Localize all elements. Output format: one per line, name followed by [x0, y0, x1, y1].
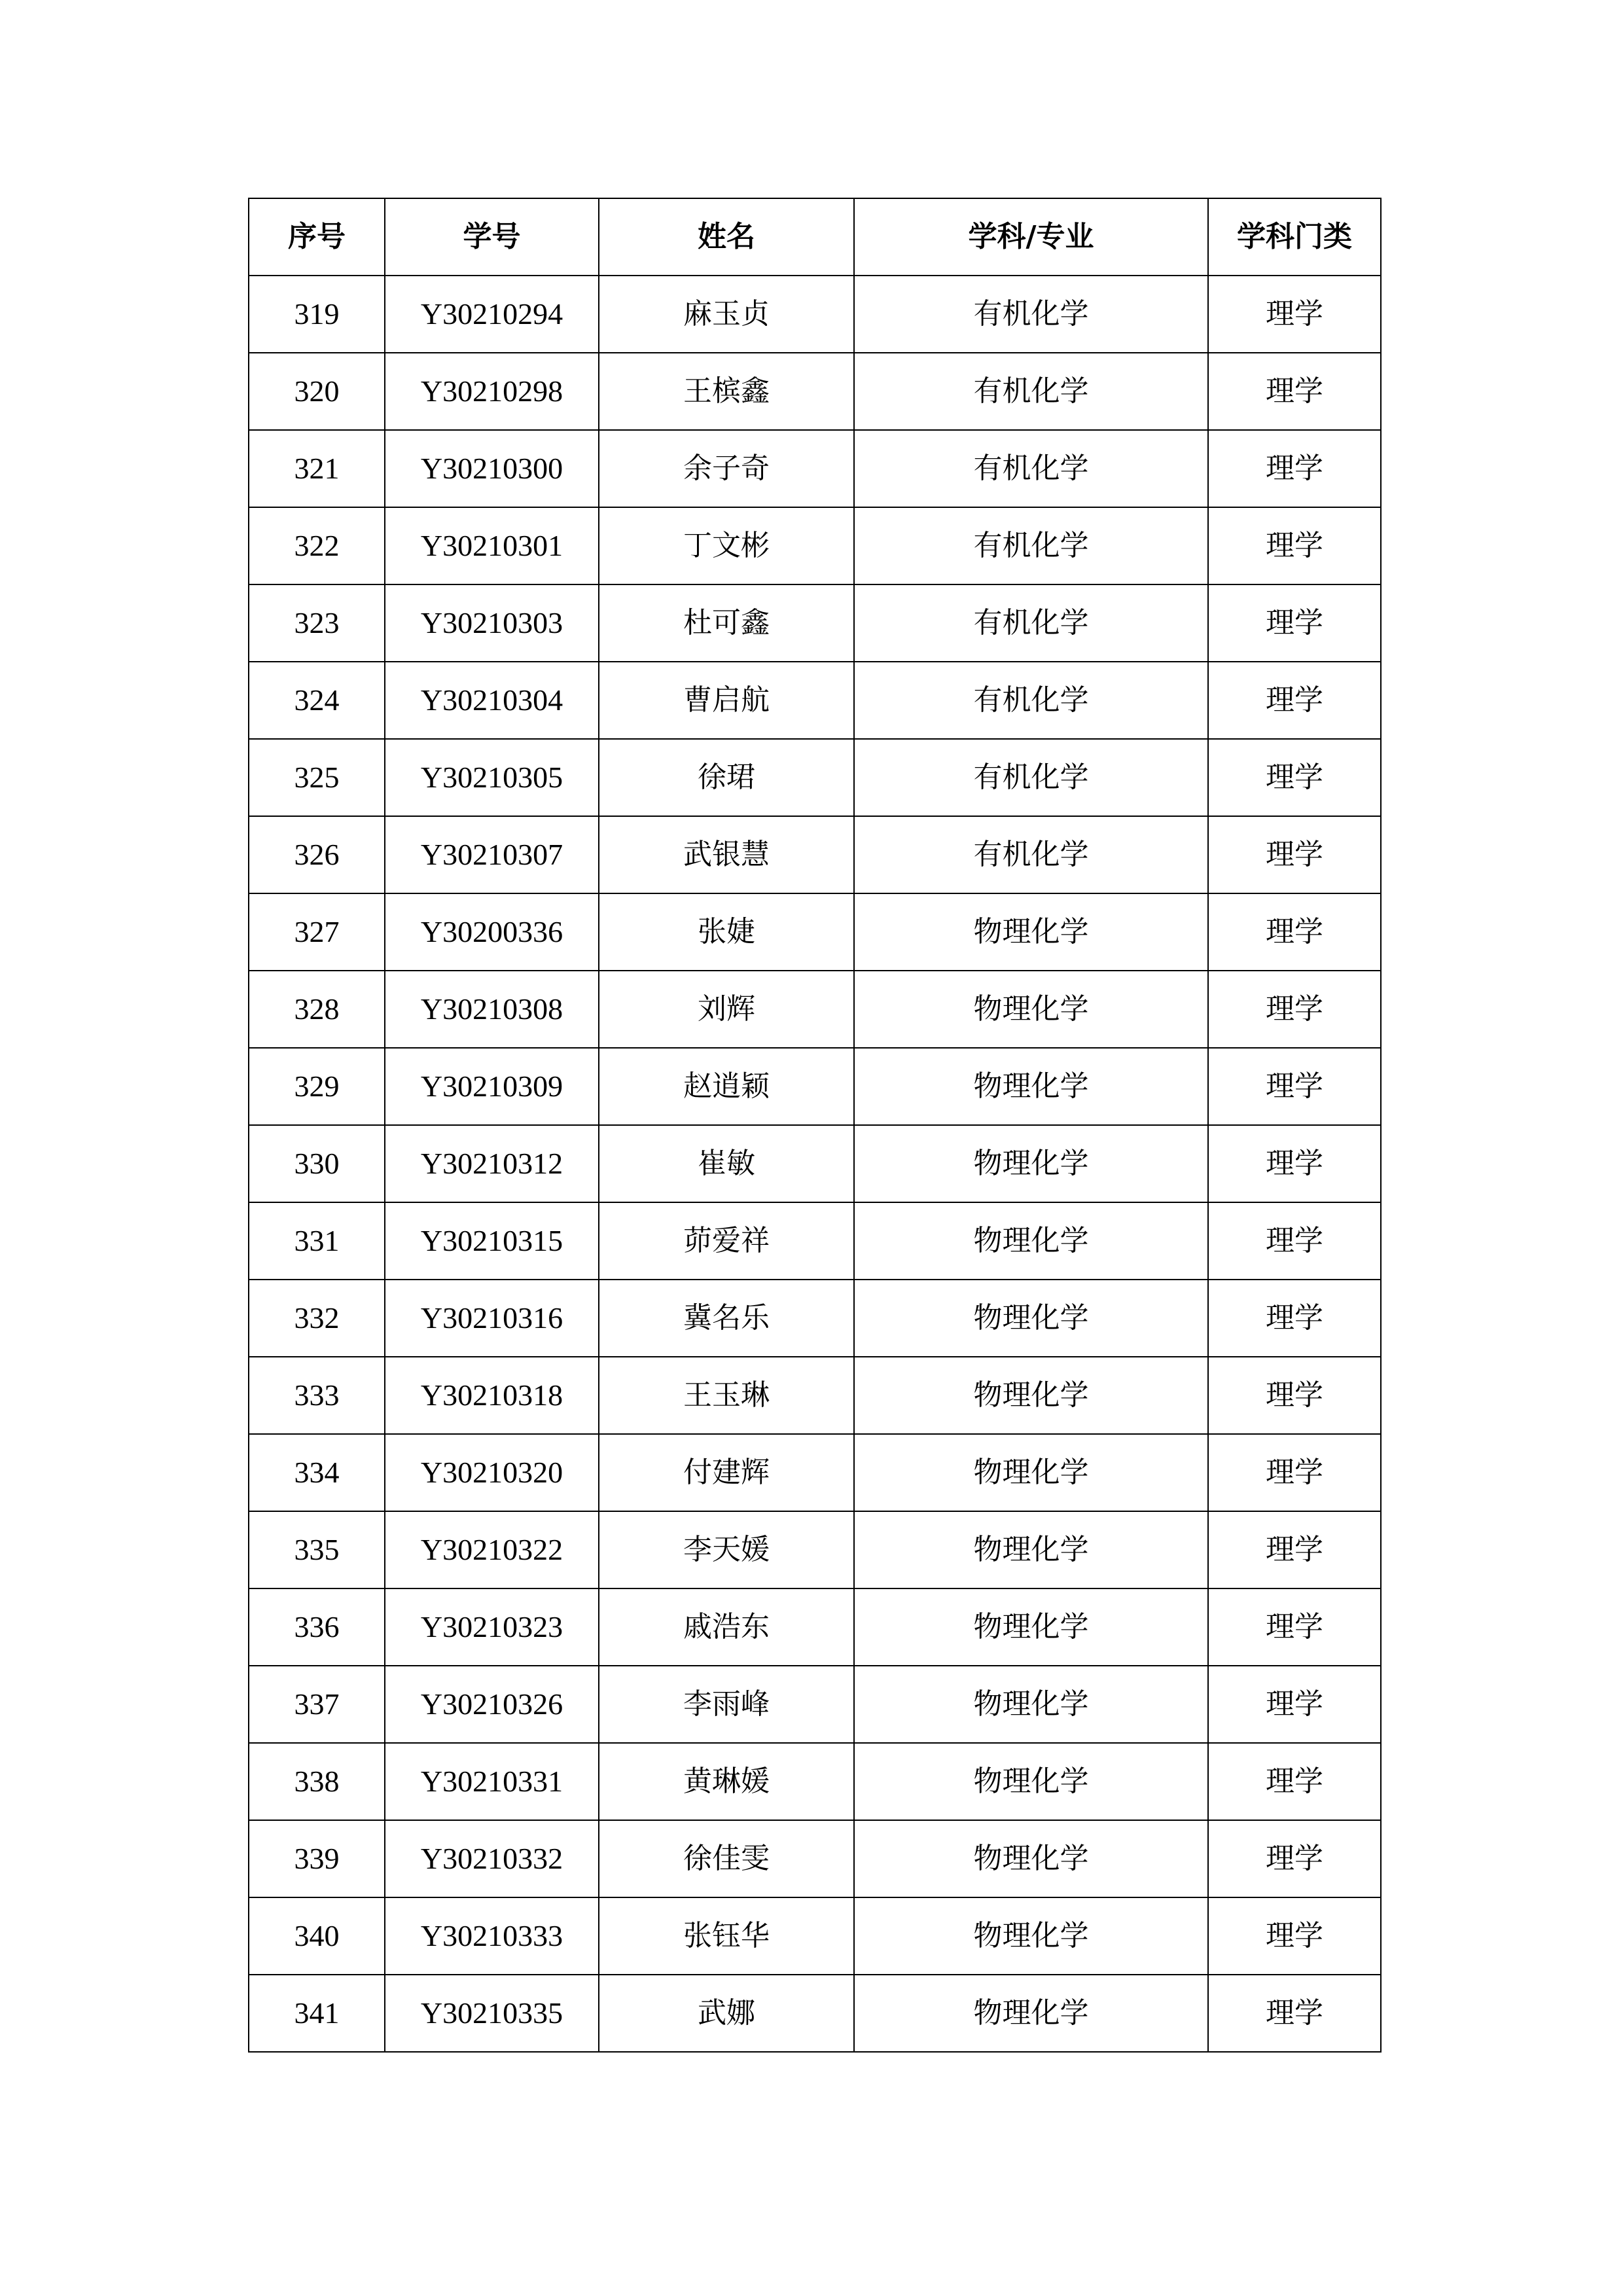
table-header [249, 198, 1381, 276]
cell-index: 332 [249, 1280, 385, 1357]
cell-name: 曹启航 [599, 662, 854, 739]
cell-name: 张钰华 [599, 1897, 854, 1975]
cell-student-id: Y30210315 [385, 1202, 599, 1280]
cell-name: 余子奇 [599, 430, 854, 507]
cell-index: 325 [249, 739, 385, 816]
table-row [249, 1202, 1381, 1280]
cell-name: 茆爱祥 [599, 1202, 854, 1280]
cell-name: 李雨峰 [599, 1666, 854, 1743]
cell-index: 323 [249, 584, 385, 662]
cell-category: 理学 [1208, 739, 1381, 816]
cell-major: 物理化学 [854, 1357, 1208, 1434]
cell-name: 付建辉 [599, 1434, 854, 1511]
table-row [249, 893, 1381, 971]
cell-student-id: Y30210326 [385, 1666, 599, 1743]
cell-index: 339 [249, 1820, 385, 1897]
cell-student-id: Y30210301 [385, 507, 599, 584]
cell-name: 武银慧 [599, 816, 854, 893]
cell-major: 物理化学 [854, 1434, 1208, 1511]
cell-category: 理学 [1208, 1202, 1381, 1280]
cell-category: 理学 [1208, 893, 1381, 971]
cell-major: 有机化学 [854, 584, 1208, 662]
table-row [249, 1975, 1381, 2052]
table-row [249, 1897, 1381, 1975]
cell-name: 戚浩东 [599, 1588, 854, 1666]
cell-name: 崔敏 [599, 1125, 854, 1202]
cell-category: 理学 [1208, 1357, 1381, 1434]
cell-index: 321 [249, 430, 385, 507]
cell-index: 341 [249, 1975, 385, 2052]
cell-name: 王玉琳 [599, 1357, 854, 1434]
cell-index: 329 [249, 1048, 385, 1125]
cell-major: 有机化学 [854, 353, 1208, 430]
cell-student-id: Y30210316 [385, 1280, 599, 1357]
cell-student-id: Y30210332 [385, 1820, 599, 1897]
cell-index: 322 [249, 507, 385, 584]
cell-category: 理学 [1208, 1280, 1381, 1357]
student-roster-table [248, 198, 1382, 2053]
cell-index: 340 [249, 1897, 385, 1975]
cell-major: 有机化学 [854, 739, 1208, 816]
cell-category: 理学 [1208, 1588, 1381, 1666]
cell-student-id: Y30210331 [385, 1743, 599, 1820]
table-row [249, 1743, 1381, 1820]
table-row [249, 1588, 1381, 1666]
table-row [249, 816, 1381, 893]
cell-name: 冀名乐 [599, 1280, 854, 1357]
cell-major: 物理化学 [854, 1511, 1208, 1588]
table-row [249, 1125, 1381, 1202]
cell-major: 有机化学 [854, 816, 1208, 893]
cell-student-id: Y30210335 [385, 1975, 599, 2052]
table-body [249, 276, 1381, 2052]
cell-category: 理学 [1208, 1125, 1381, 1202]
table-row [249, 971, 1381, 1048]
cell-major: 物理化学 [854, 1897, 1208, 1975]
cell-student-id: Y30210305 [385, 739, 599, 816]
cell-major: 物理化学 [854, 1975, 1208, 2052]
cell-major: 有机化学 [854, 662, 1208, 739]
cell-category: 理学 [1208, 1666, 1381, 1743]
cell-category: 理学 [1208, 971, 1381, 1048]
cell-index: 327 [249, 893, 385, 971]
cell-category: 理学 [1208, 276, 1381, 353]
cell-name: 徐佳雯 [599, 1820, 854, 1897]
cell-name: 徐珺 [599, 739, 854, 816]
cell-student-id: Y30210298 [385, 353, 599, 430]
cell-name: 黄琳媛 [599, 1743, 854, 1820]
cell-major: 物理化学 [854, 1280, 1208, 1357]
cell-major: 物理化学 [854, 1666, 1208, 1743]
cell-category: 理学 [1208, 1434, 1381, 1511]
header-index: 序号 [249, 198, 385, 276]
header-major: 学科/专业 [854, 198, 1208, 276]
cell-name: 麻玉贞 [599, 276, 854, 353]
cell-index: 337 [249, 1666, 385, 1743]
cell-student-id: Y30200336 [385, 893, 599, 971]
table-row [249, 1280, 1381, 1357]
cell-category: 理学 [1208, 1743, 1381, 1820]
cell-name: 赵逍颖 [599, 1048, 854, 1125]
cell-name: 武娜 [599, 1975, 854, 2052]
table-row [249, 1434, 1381, 1511]
cell-name: 张婕 [599, 893, 854, 971]
cell-category: 理学 [1208, 816, 1381, 893]
cell-index: 320 [249, 353, 385, 430]
cell-index: 333 [249, 1357, 385, 1434]
cell-category: 理学 [1208, 507, 1381, 584]
table-row [249, 662, 1381, 739]
cell-category: 理学 [1208, 584, 1381, 662]
cell-index: 324 [249, 662, 385, 739]
cell-index: 331 [249, 1202, 385, 1280]
cell-index: 334 [249, 1434, 385, 1511]
cell-index: 328 [249, 971, 385, 1048]
cell-category: 理学 [1208, 1511, 1381, 1588]
cell-major: 物理化学 [854, 1588, 1208, 1666]
table-row [249, 739, 1381, 816]
cell-name: 刘辉 [599, 971, 854, 1048]
cell-index: 338 [249, 1743, 385, 1820]
cell-major: 物理化学 [854, 1743, 1208, 1820]
cell-student-id: Y30210294 [385, 276, 599, 353]
header-name: 姓名 [599, 198, 854, 276]
cell-category: 理学 [1208, 662, 1381, 739]
cell-major: 物理化学 [854, 1048, 1208, 1125]
table-row [249, 1357, 1381, 1434]
table-row [249, 584, 1381, 662]
cell-student-id: Y30210320 [385, 1434, 599, 1511]
cell-category: 理学 [1208, 353, 1381, 430]
cell-major: 有机化学 [854, 507, 1208, 584]
table-row [249, 1820, 1381, 1897]
cell-student-id: Y30210318 [385, 1357, 599, 1434]
cell-student-id: Y30210300 [385, 430, 599, 507]
cell-major: 物理化学 [854, 1125, 1208, 1202]
cell-name: 杜可鑫 [599, 584, 854, 662]
cell-index: 326 [249, 816, 385, 893]
cell-index: 335 [249, 1511, 385, 1588]
cell-name: 丁文彬 [599, 507, 854, 584]
cell-index: 336 [249, 1588, 385, 1666]
cell-name: 王槟鑫 [599, 353, 854, 430]
cell-student-id: Y30210307 [385, 816, 599, 893]
cell-index: 330 [249, 1125, 385, 1202]
cell-major: 有机化学 [854, 430, 1208, 507]
cell-student-id: Y30210333 [385, 1897, 599, 1975]
cell-major: 物理化学 [854, 1202, 1208, 1280]
cell-student-id: Y30210303 [385, 584, 599, 662]
cell-student-id: Y30210312 [385, 1125, 599, 1202]
cell-student-id: Y30210309 [385, 1048, 599, 1125]
cell-major: 物理化学 [854, 893, 1208, 971]
cell-index: 319 [249, 276, 385, 353]
table-row [249, 353, 1381, 430]
cell-student-id: Y30210323 [385, 1588, 599, 1666]
cell-student-id: Y30210304 [385, 662, 599, 739]
table-row [249, 1048, 1381, 1125]
table-row [249, 276, 1381, 353]
cell-major: 物理化学 [854, 971, 1208, 1048]
cell-major: 有机化学 [854, 276, 1208, 353]
cell-student-id: Y30210322 [385, 1511, 599, 1588]
cell-category: 理学 [1208, 1975, 1381, 2052]
table-row [249, 430, 1381, 507]
table-row [249, 507, 1381, 584]
table-row [249, 1666, 1381, 1743]
cell-category: 理学 [1208, 1820, 1381, 1897]
cell-name: 李天媛 [599, 1511, 854, 1588]
header-student-id: 学号 [385, 198, 599, 276]
cell-category: 理学 [1208, 430, 1381, 507]
cell-student-id: Y30210308 [385, 971, 599, 1048]
cell-major: 物理化学 [854, 1820, 1208, 1897]
table-row [249, 1511, 1381, 1588]
header-category: 学科门类 [1208, 198, 1381, 276]
cell-category: 理学 [1208, 1897, 1381, 1975]
header-row [249, 198, 1381, 276]
cell-category: 理学 [1208, 1048, 1381, 1125]
